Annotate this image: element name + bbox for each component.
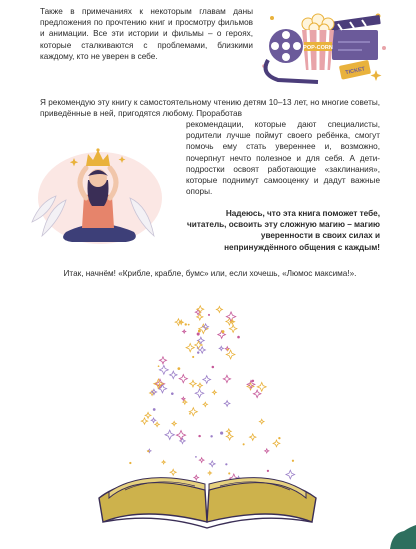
sparkle-dot — [197, 333, 200, 336]
sparkle-dot — [147, 450, 149, 452]
sparkle-icon — [226, 350, 235, 359]
sparkle-dot — [189, 413, 191, 415]
sparkle-icon — [229, 325, 236, 332]
meditating-girl-illustration — [22, 136, 174, 248]
crown-icon — [86, 148, 110, 166]
sparkle-icon — [198, 383, 203, 388]
sparkle-icon — [172, 421, 176, 425]
sparkle-icon — [216, 306, 222, 312]
sparkle-icon — [209, 461, 215, 467]
sparkle-icon — [159, 357, 166, 364]
sparkle-icon — [203, 402, 207, 406]
sparkle-dot — [197, 347, 199, 349]
paragraph-notes: Также в примечаниях к некоторым главам даны предложения по прочтению книг и просмотру фильмов и анимации. Все эти истории и фильмы – о героях, которые сталкиваются с проблемами, близкими каждому, кто не уверен в себе. — [40, 7, 253, 61]
sparkle-icon — [219, 346, 223, 350]
sparkle-icon — [162, 460, 165, 463]
paragraph-recommend-rest: рекомендации, которые дают специалисты, родители лучше поймут своего ребёнка, смогут помочь ему стать увереннее и, возможно, почерпнут нечто полезное и для себя. А дети-подростки освоят работающие «заклинания», которые поднимут самооценку и дадут важные опоры. — [186, 120, 380, 197]
sparkle-dot — [129, 462, 131, 464]
sparkle-dot — [221, 330, 224, 333]
sparkle-icon — [145, 412, 151, 418]
sparkle-icon — [250, 434, 256, 440]
sparkles-group — [129, 306, 294, 483]
sparkle-icon — [165, 430, 174, 439]
sparkle-icon — [257, 382, 266, 391]
sparkle-dot — [185, 323, 187, 325]
sparkle-icon — [226, 433, 233, 440]
sparkle-icon — [141, 418, 147, 424]
sparkle-icon — [226, 312, 235, 321]
page-corner-decoration — [384, 525, 416, 549]
sparkle-dot — [267, 470, 269, 472]
sparkle-icon — [203, 376, 211, 384]
sparkle-dot — [192, 356, 194, 358]
sparkle-icon — [186, 343, 194, 351]
ticket-label: TICKET — [344, 66, 366, 77]
sparkle-icon — [190, 380, 197, 387]
sparkle-icon — [183, 330, 186, 333]
sparkle-icon — [208, 471, 211, 474]
sparkle-dot — [252, 380, 255, 383]
open-book-icon — [99, 478, 316, 528]
sparkle-icon — [199, 347, 205, 353]
sparkle-icon — [253, 390, 261, 398]
sparkle-icon — [226, 429, 231, 434]
sparkle-icon — [159, 365, 168, 374]
sparkle-dot — [195, 456, 197, 458]
sparkle-icon — [212, 390, 216, 394]
sparkle-dot — [208, 314, 210, 316]
sparkle-icon — [199, 458, 204, 463]
sparkle-dot — [171, 392, 174, 395]
sparkle-icon — [195, 389, 204, 398]
sparkle-dot — [228, 472, 230, 474]
paragraph-recommend-intro: Я рекомендую эту книгу к самостоятельному чтению детям 10–13 лет, но многие советы, приведённые в ней, пригодятся любому. Проработав — [40, 98, 380, 119]
sparkle-icon — [176, 431, 185, 440]
sparkle-icon — [170, 371, 177, 378]
sparkle-dot — [153, 408, 156, 411]
sparkle-dot — [177, 367, 180, 370]
popcorn-icon — [302, 14, 334, 70]
clapperboard-icon — [330, 15, 381, 60]
sparkle-dot — [220, 431, 223, 434]
sparkle-dot — [212, 366, 215, 369]
sparkle-dot — [197, 351, 199, 353]
ticket-icon — [339, 60, 371, 80]
sparkle-icon — [189, 408, 197, 416]
sparkle-icon — [286, 470, 295, 479]
paragraph-start: Итак, начнём! «Крибле, крабле, бумс» или, если хочешь, «Люмос максима!». — [63, 269, 357, 278]
sparkle-icon — [151, 418, 156, 423]
sparkle-icon — [224, 401, 230, 407]
sparkle-dot — [210, 435, 212, 437]
sparkle-icon — [265, 449, 269, 453]
sparkle-dot — [237, 336, 240, 339]
sparkle-dot — [243, 443, 245, 445]
sparkle-dot — [292, 460, 294, 462]
cinema-illustration — [258, 8, 390, 88]
sparkle-dot — [198, 435, 200, 437]
magic-book-illustration — [95, 300, 320, 530]
popcorn-label: POP-CORN — [303, 45, 333, 51]
paragraph-hope: Надеюсь, что эта книга поможет тебе, читатель, освоить эту сложную магию – магию уверенности в своих силах и непринуждённого общения с каждым! — [187, 209, 380, 252]
sparkle-icon — [273, 440, 280, 447]
sparkle-icon — [223, 375, 230, 382]
sparkle-dot — [158, 365, 160, 367]
sparkle-icon — [194, 475, 199, 480]
sparkle-dot — [198, 330, 201, 333]
sparkle-icon — [179, 375, 187, 383]
sparkle-dot — [278, 437, 280, 439]
sparkle-dot — [227, 349, 229, 351]
sparkle-icon — [155, 422, 159, 426]
sparkle-dot — [225, 463, 227, 465]
sparkle-dot — [188, 324, 190, 326]
sparkle-icon — [259, 419, 264, 424]
sparkle-icon — [371, 70, 382, 81]
sparkle-icon — [170, 469, 176, 475]
